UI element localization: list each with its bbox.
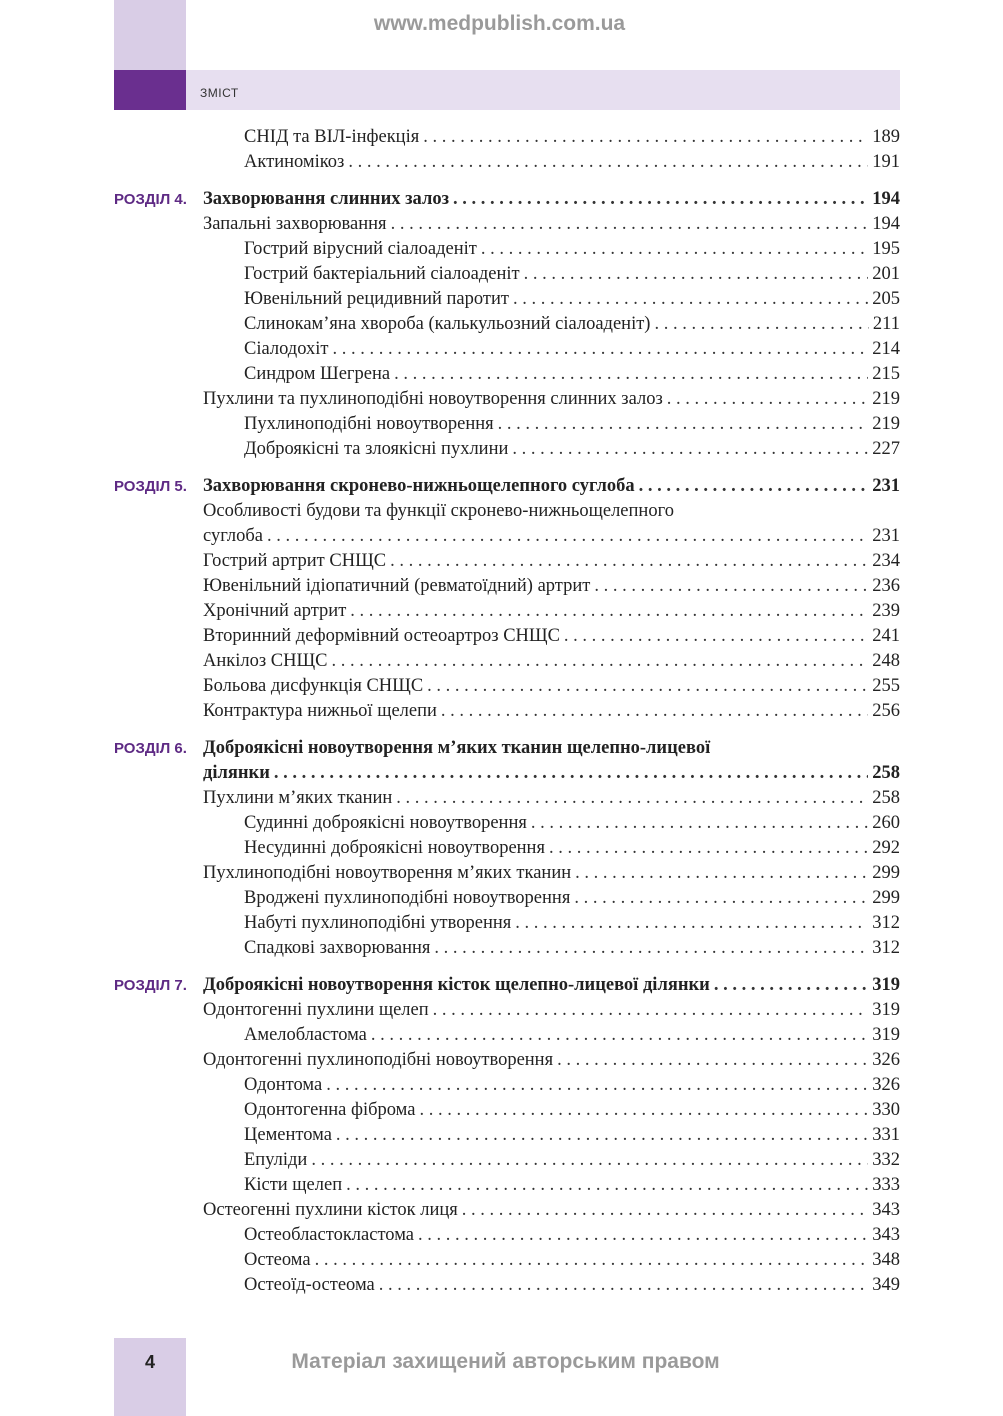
toc-entry-title: Анкілоз СНЩС xyxy=(203,649,332,674)
toc-leader-line xyxy=(203,212,900,237)
toc-page-number: 258 xyxy=(872,788,900,808)
toc-dot-leader xyxy=(311,1148,868,1173)
toc-entry-row xyxy=(0,412,900,437)
toc-dot-leader xyxy=(332,337,868,362)
toc-entry-title: Одонтома xyxy=(244,1073,326,1098)
toc-entry-row xyxy=(0,549,900,574)
toc-leader-line xyxy=(244,125,900,150)
toc-leader-line xyxy=(203,624,900,649)
toc-dot-leader xyxy=(481,237,868,262)
toc-entry-title: Больова дисфункція СНЩС xyxy=(203,674,427,699)
toc-page-number: 219 xyxy=(872,389,900,409)
toc-page-number: 214 xyxy=(872,339,900,359)
toc-entry-row xyxy=(0,362,900,387)
toc-entry-title: ділянки xyxy=(203,761,274,786)
toc-dot-leader xyxy=(315,1248,869,1273)
toc-leader-line xyxy=(244,312,900,337)
toc-dot-leader xyxy=(371,1023,868,1048)
toc-entry-row xyxy=(0,886,900,911)
toc-page-number: 349 xyxy=(872,1275,900,1295)
toc-leader-line xyxy=(203,699,900,724)
toc-entry-title: Захворювання слинних залоз xyxy=(203,187,453,212)
toc-leader-line xyxy=(244,1273,900,1298)
toc-entry-title: Пухлиноподібні новоутворення xyxy=(244,412,498,437)
toc-leader-line xyxy=(203,973,900,998)
toc-dot-leader xyxy=(654,312,868,337)
toc-dot-leader xyxy=(350,599,868,624)
toc-chapter-row xyxy=(0,474,900,499)
toc-leader-line xyxy=(203,474,900,499)
toc-page-number: 231 xyxy=(872,526,900,546)
toc-leader-line xyxy=(203,549,900,574)
toc-dot-leader xyxy=(394,362,868,387)
toc-entry-title: Кісти щелеп xyxy=(244,1173,346,1198)
toc-dot-leader xyxy=(512,437,868,462)
toc-dot-leader xyxy=(498,412,869,437)
toc-leader-line xyxy=(203,599,900,624)
toc-dot-leader xyxy=(594,574,868,599)
watermark-copyright: Матеріал захищений авторським правом xyxy=(291,1350,720,1373)
toc-leader-line xyxy=(244,936,900,961)
toc-dot-leader xyxy=(418,1223,868,1248)
toc-page-number: 330 xyxy=(872,1100,900,1120)
toc-entry-title: Вроджені пухлиноподібні новоутворення xyxy=(244,886,574,911)
toc-entry-row xyxy=(0,1048,900,1073)
toc-leader-line xyxy=(244,1173,900,1198)
toc-page-number: 236 xyxy=(872,576,900,596)
toc-entry-title: Синдром Шегрена xyxy=(244,362,394,387)
toc-leader-line xyxy=(244,886,900,911)
toc-page-number: 260 xyxy=(872,813,900,833)
toc-entry-row xyxy=(0,1273,900,1298)
toc-page-number: 234 xyxy=(872,551,900,571)
toc-entry-row xyxy=(0,1198,900,1223)
toc-page-number: 319 xyxy=(872,1000,900,1020)
toc-page-number: 231 xyxy=(872,476,900,496)
toc-page-number: 343 xyxy=(872,1225,900,1245)
toc-dot-leader xyxy=(348,150,868,175)
toc-entry-row xyxy=(0,1023,900,1048)
toc-entry-row xyxy=(0,1223,900,1248)
toc-page-number: 189 xyxy=(872,127,900,147)
toc-leader-line xyxy=(244,412,900,437)
toc-dot-leader xyxy=(433,998,869,1023)
toc-entry-title: Епуліди xyxy=(244,1148,311,1173)
toc-entry-row xyxy=(0,786,900,811)
toc-chapter-row xyxy=(0,187,900,212)
toc-leader-line xyxy=(244,1148,900,1173)
toc-page-number: 211 xyxy=(872,314,900,334)
toc-entry-title: Доброякісні та злоякісні пухлини xyxy=(244,437,512,462)
toc-page-number: 241 xyxy=(872,626,900,646)
toc-page-number: 191 xyxy=(872,152,900,172)
toc-entry-title: Набуті пухлиноподібні утворення xyxy=(244,911,515,936)
toc-page-number: 331 xyxy=(872,1125,900,1145)
toc-dot-leader xyxy=(574,886,868,911)
toc-page-number: 194 xyxy=(872,214,900,234)
toc-entry-row xyxy=(0,262,900,287)
toc-entry-row xyxy=(0,649,900,674)
toc-page-number: 333 xyxy=(872,1175,900,1195)
toc-entry-title: Особливості будови та функції скронево-нижньощелепного xyxy=(203,501,674,521)
toc-entry-row xyxy=(0,1173,900,1198)
toc-entry-row xyxy=(0,624,900,649)
toc-entry-title: суглоба xyxy=(203,524,267,549)
toc-entry-row xyxy=(0,836,900,861)
toc-dot-leader xyxy=(441,699,868,724)
toc-entry-row xyxy=(0,761,900,786)
toc-entry-title: Пухлини м’яких тканин xyxy=(203,786,396,811)
toc-dot-leader xyxy=(336,1123,868,1148)
toc-dot-leader xyxy=(667,387,868,412)
watermark-url: www.medpublish.com.ua xyxy=(373,12,626,35)
toc-entry-title: Остеоїд-остеома xyxy=(244,1273,379,1298)
toc-page-number: 343 xyxy=(872,1200,900,1220)
toc-page-number: 255 xyxy=(872,676,900,696)
toc-entry-title: Спадкові захворювання xyxy=(244,936,434,961)
toc-dot-leader xyxy=(332,649,869,674)
toc-entry-row xyxy=(0,337,900,362)
toc-page-number: 201 xyxy=(872,264,900,284)
toc-entry-row xyxy=(0,1123,900,1148)
toc-page-number: 299 xyxy=(872,863,900,883)
toc-page-number: 319 xyxy=(872,975,900,995)
toc-chapter-label: РОЗДІЛ 5. xyxy=(114,478,187,495)
toc-entry-row xyxy=(0,1098,900,1123)
header-accent-tab xyxy=(114,70,186,110)
toc-entry-row xyxy=(0,861,900,886)
toc-entry-title: Пухлиноподібні новоутворення м’яких тканин xyxy=(203,861,575,886)
toc-entry-title: Цементома xyxy=(244,1123,336,1148)
toc-leader-line xyxy=(203,861,900,886)
toc-entry-title: Амелобластома xyxy=(244,1023,371,1048)
toc-dot-leader xyxy=(391,212,869,237)
toc-leader-line xyxy=(244,1023,900,1048)
toc-dot-leader xyxy=(462,1198,868,1223)
toc-leader-line xyxy=(244,287,900,312)
toc-entry-title: Вторинний деформівний остеоартроз СНЩС xyxy=(203,624,564,649)
toc-leader-line xyxy=(203,1198,900,1223)
toc-entry-title: Остеома xyxy=(244,1248,315,1273)
toc-entry-title: Хронічний артрит xyxy=(203,599,350,624)
toc-dot-leader xyxy=(513,287,868,312)
toc-page-number: 348 xyxy=(872,1250,900,1270)
toc-leader-line xyxy=(244,1098,900,1123)
toc-leader-line xyxy=(244,262,900,287)
toc-chapter-row xyxy=(0,736,900,761)
toc-leader-line xyxy=(244,911,900,936)
toc-leader-line xyxy=(244,836,900,861)
toc-chapter-label: РОЗДІЛ 4. xyxy=(114,191,187,208)
toc-entry-title: Одонтогенні пухлиноподібні новоутворення xyxy=(203,1048,557,1073)
toc-dot-leader xyxy=(639,474,869,499)
toc-entry-row xyxy=(0,125,900,150)
header-band xyxy=(186,70,900,110)
toc-leader-line xyxy=(244,237,900,262)
toc-entry-row xyxy=(0,699,900,724)
toc-page-number: 312 xyxy=(872,913,900,933)
toc-page-number: 194 xyxy=(872,189,900,209)
toc-entry-row xyxy=(0,936,900,961)
toc-entry-title: Гострий бактеріальний сіалоаденіт xyxy=(244,262,524,287)
toc-leader-line xyxy=(203,524,900,549)
toc-dot-leader xyxy=(396,786,868,811)
toc-entry-title: Захворювання скронево-нижньощелепного суглоба xyxy=(203,474,639,499)
toc-leader-line xyxy=(244,362,900,387)
toc-entry-title: Ювенільний рецидивний паротит xyxy=(244,287,513,312)
toc-dot-leader xyxy=(423,125,868,150)
toc-page-number: 205 xyxy=(872,289,900,309)
toc-dot-leader xyxy=(267,524,868,549)
toc-entry-row xyxy=(0,499,900,524)
toc-entry-row xyxy=(0,1073,900,1098)
toc-entry-row xyxy=(0,387,900,412)
toc-entry-title: Одонтогенні пухлини щелеп xyxy=(203,998,433,1023)
toc-leader-line xyxy=(244,811,900,836)
toc-dot-leader xyxy=(379,1273,869,1298)
toc-leader-line xyxy=(244,337,900,362)
toc-chapter-label: РОЗДІЛ 6. xyxy=(114,740,187,757)
toc-entry-row xyxy=(0,212,900,237)
toc-page-number: 239 xyxy=(872,601,900,621)
toc-leader-line xyxy=(203,187,900,212)
toc-page-number: 258 xyxy=(872,763,900,783)
toc-dot-leader xyxy=(346,1173,868,1198)
toc-entry-title: Остеогенні пухлини кісток лиця xyxy=(203,1198,462,1223)
toc-page-number: 319 xyxy=(872,1025,900,1045)
running-header-title: ЗМІСТ xyxy=(200,86,239,100)
toc-entry-title: Пухлини та пухлиноподібні новоутворення слинних залоз xyxy=(203,387,667,412)
toc-leader-line xyxy=(203,998,900,1023)
toc-dot-leader xyxy=(575,861,868,886)
toc-entry-title: Гострий вірусний сіалоаденіт xyxy=(244,237,481,262)
toc-dot-leader xyxy=(564,624,868,649)
toc-entry-row xyxy=(0,524,900,549)
toc-entry-row xyxy=(0,150,900,175)
toc-leader-line xyxy=(244,1223,900,1248)
toc-entry-row xyxy=(0,1148,900,1173)
toc-entry-title: Гострий артрит СНЩС xyxy=(203,549,390,574)
toc-dot-leader xyxy=(524,262,869,287)
toc-page-number: 256 xyxy=(872,701,900,721)
toc-dot-leader xyxy=(531,811,868,836)
toc-leader-line xyxy=(203,649,900,674)
toc-entry-row xyxy=(0,1248,900,1273)
toc-dot-leader xyxy=(274,761,868,786)
toc-entry-title: Доброякісні новоутворення кісток щелепно-лицевої ділянки xyxy=(203,973,714,998)
toc-entry-title: Доброякісні новоутворення м’яких тканин щелепно-лицевої xyxy=(203,738,711,758)
toc-entry-title: Судинні доброякісні новоутворення xyxy=(244,811,531,836)
toc-dot-leader xyxy=(453,187,868,212)
toc-leader-line xyxy=(244,150,900,175)
toc-dot-leader xyxy=(515,911,868,936)
toc-entry-row xyxy=(0,574,900,599)
toc-page-number: 248 xyxy=(872,651,900,671)
toc-page-number: 219 xyxy=(872,414,900,434)
toc-page-number: 299 xyxy=(872,888,900,908)
toc-entry-title: СНІД та ВІЛ-інфекція xyxy=(244,125,423,150)
toc-leader-line xyxy=(244,437,900,462)
toc-entry-row xyxy=(0,287,900,312)
toc-entry-title: Слинокам’яна хвороба (калькульозний сіалоаденіт) xyxy=(244,312,654,337)
toc-leader-line xyxy=(203,387,900,412)
toc-leader-line xyxy=(244,1123,900,1148)
toc-page-number: 215 xyxy=(872,364,900,384)
toc-leader-line xyxy=(203,1048,900,1073)
toc-entry-row xyxy=(0,674,900,699)
toc-entry-row xyxy=(0,237,900,262)
toc-dot-leader xyxy=(714,973,868,998)
toc-leader-line xyxy=(203,574,900,599)
toc-page-number: 326 xyxy=(872,1075,900,1095)
toc-entry-title: Сіалодохіт xyxy=(244,337,332,362)
toc-entry-row xyxy=(0,599,900,624)
toc-dot-leader xyxy=(390,549,868,574)
toc-page-number: 227 xyxy=(872,439,900,459)
toc-dot-leader xyxy=(557,1048,868,1073)
toc-dot-leader xyxy=(434,936,868,961)
toc-dot-leader xyxy=(549,836,868,861)
toc-entry-row xyxy=(0,312,900,337)
toc-dot-leader xyxy=(419,1098,868,1123)
toc-entry-title: Остеобластокластома xyxy=(244,1223,418,1248)
toc-entry-title: Запальні захворювання xyxy=(203,212,391,237)
toc-entry-row xyxy=(0,911,900,936)
toc-page-number: 326 xyxy=(872,1050,900,1070)
toc-entry-title: Актиномікоз xyxy=(244,150,348,175)
toc-leader-line xyxy=(244,1248,900,1273)
toc-page-number: 332 xyxy=(872,1150,900,1170)
toc-entry-row xyxy=(0,998,900,1023)
toc-entry-row xyxy=(0,811,900,836)
toc-chapter-row xyxy=(0,973,900,998)
toc-chapter-label: РОЗДІЛ 7. xyxy=(114,977,187,994)
toc-entry-title: Ювенільний ідіопатичний (ревматоїдний) артрит xyxy=(203,574,594,599)
toc-entry-title: Контрактура нижньої щелепи xyxy=(203,699,441,724)
toc-page-number: 312 xyxy=(872,938,900,958)
toc-page-number: 292 xyxy=(872,838,900,858)
toc-leader-line xyxy=(244,1073,900,1098)
page-number: 4 xyxy=(144,1352,155,1372)
toc-entry-title: Несудинні доброякісні новоутворення xyxy=(244,836,549,861)
toc-entry-row xyxy=(0,437,900,462)
toc-leader-line xyxy=(203,674,900,699)
toc-dot-leader xyxy=(326,1073,868,1098)
toc-entry-title: Одонтогенна фіброма xyxy=(244,1098,419,1123)
toc-leader-line xyxy=(203,786,900,811)
toc-dot-leader xyxy=(427,674,868,699)
toc-leader-line xyxy=(203,761,900,786)
toc-page-number: 195 xyxy=(872,239,900,259)
